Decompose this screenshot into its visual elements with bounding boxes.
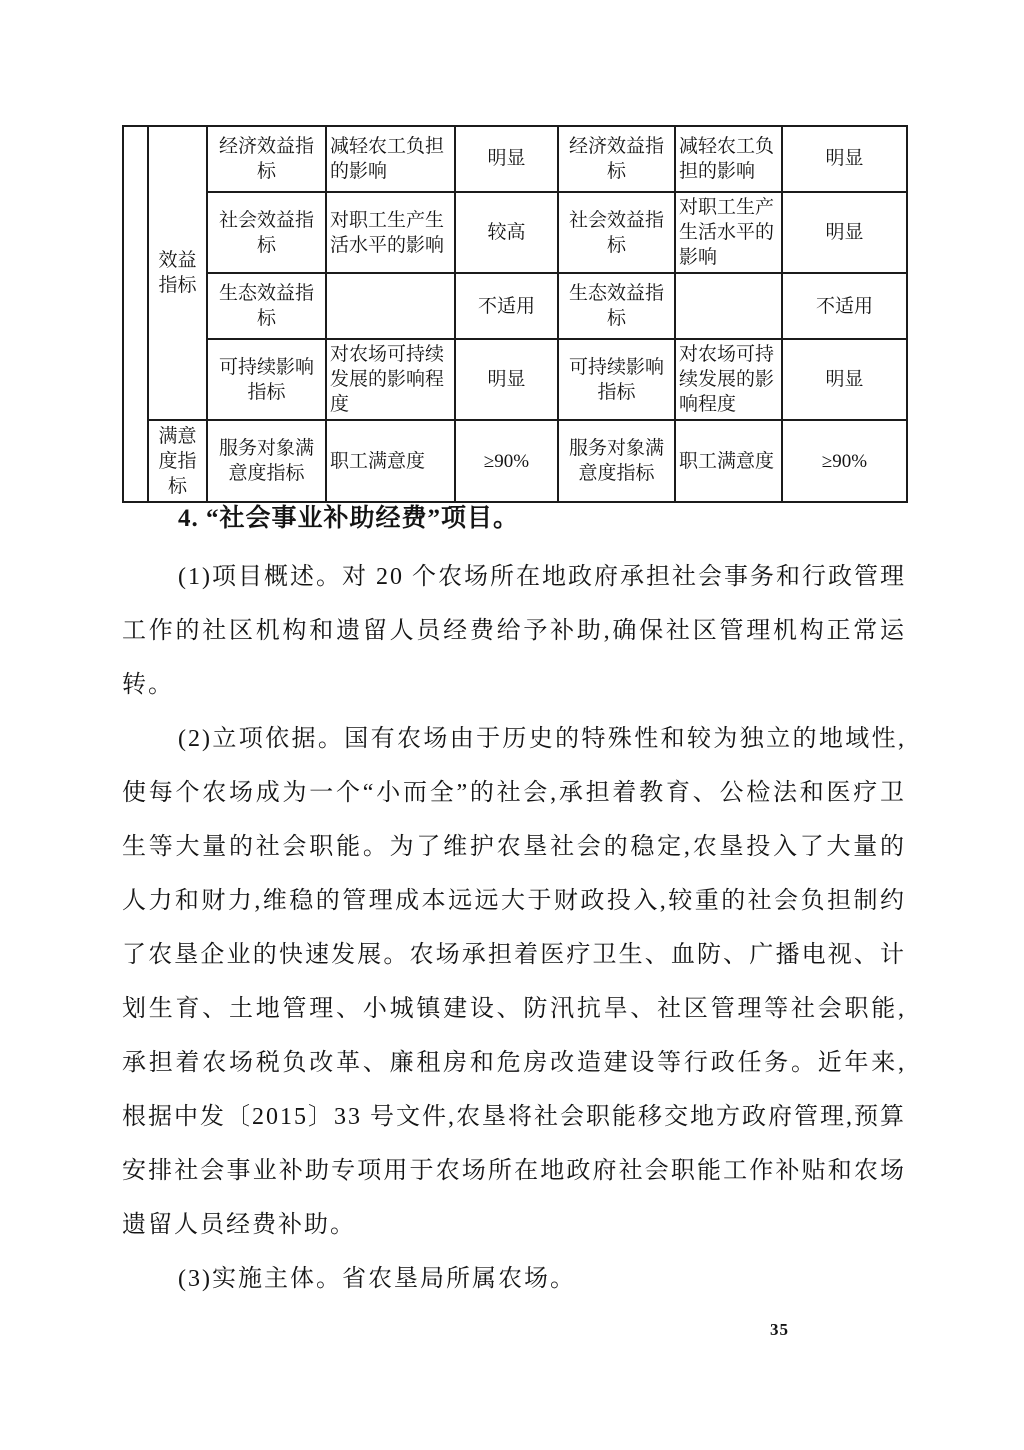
table-cell: 生态效益指标 <box>558 273 675 339</box>
table-cell: 经济效益指标 <box>207 126 326 192</box>
table-cell: 不适用 <box>782 273 907 339</box>
table-cell: 对职工生产生活水平的影响 <box>675 192 782 273</box>
table-cell: 减轻农工负担的影响 <box>326 126 455 192</box>
table-cell: 对农场可持续发展的影响程度 <box>326 339 455 420</box>
table-row <box>123 126 907 192</box>
table-cell: 职工满意度 <box>326 420 455 502</box>
table-cell: 对农场可持续发展的影响程度 <box>675 339 782 420</box>
table-cell: ≥90% <box>455 420 558 502</box>
table-row <box>123 339 907 420</box>
table-cell: 明显 <box>782 126 907 192</box>
indicator-table <box>122 125 908 503</box>
table-cell-group-satisfaction: 满意度指标 <box>148 420 207 502</box>
table-cell: 可持续影响指标 <box>207 339 326 420</box>
table-cell: 可持续影响指标 <box>558 339 675 420</box>
page-number: 35 <box>770 1320 789 1339</box>
table-cell: 明显 <box>455 126 558 192</box>
table-cell: 对职工生产生活水平的影响 <box>326 192 455 273</box>
section-heading: 4. “社会事业补助经费”项目。 <box>178 505 520 532</box>
paragraph-project-overview: (1)项目概述。对 20 个农场所在地政府承担社会事务和行政管理工作的社区机构和遗留人员经费给予补助,确保社区管理机构正常运转。 <box>122 564 906 698</box>
document-body <box>122 496 906 1306</box>
table-row <box>123 273 907 339</box>
table-cell: 不适用 <box>455 273 558 339</box>
table-row <box>123 192 907 273</box>
table-cell: 社会效益指标 <box>558 192 675 273</box>
paragraph-project-basis: (2)立项依据。国有农场由于历史的特殊性和较为独立的地域性,使每个农场成为一个“小而全”的社会,承担着教育、公检法和医疗卫生等大量的社会职能。为了维护农垦社会的稳定,农垦投入了大量的人力和财力,维稳的管理成本远远大于财政投入,较重的社会负担制约了农垦企业的快速发展。农场承担着医疗卫生、血防、广播电视、计划生育、土地管理、小城镇建设、防汛抗旱、社区管理等社会职能,承担着农场税负改革、廉租房和危房改造建设等行政任务。近年来,根据中发〔2015〕33 号文件,农垦将社会职能移交地方政府管理,预算安排社会事业补助专项用于农场所在地政府社会职能工作补贴和农场遗留人员经费补助。 <box>122 726 906 1238</box>
table-cell: 减轻农工负担的影响 <box>675 126 782 192</box>
table-cell: 服务对象满意度指标 <box>558 420 675 502</box>
table-cell <box>326 273 455 339</box>
table-cell: 明显 <box>782 339 907 420</box>
table-cell: 明显 <box>455 339 558 420</box>
table-cell-group-benefit: 效益指标 <box>148 126 207 420</box>
table-cell <box>675 273 782 339</box>
table-cell: 生态效益指标 <box>207 273 326 339</box>
table-cell: 服务对象满意度指标 <box>207 420 326 502</box>
table-cell-left-edge <box>123 126 148 502</box>
paragraph-implementing-entity: (3)实施主体。省农垦局所属农场。 <box>178 1266 576 1292</box>
table-cell: ≥90% <box>782 420 907 502</box>
table-cell: 经济效益指标 <box>558 126 675 192</box>
table-row <box>123 420 907 502</box>
table-cell: 社会效益指标 <box>207 192 326 273</box>
table-cell: 明显 <box>782 192 907 273</box>
table-cell: 职工满意度 <box>675 420 782 502</box>
table-cell: 较高 <box>455 192 558 273</box>
